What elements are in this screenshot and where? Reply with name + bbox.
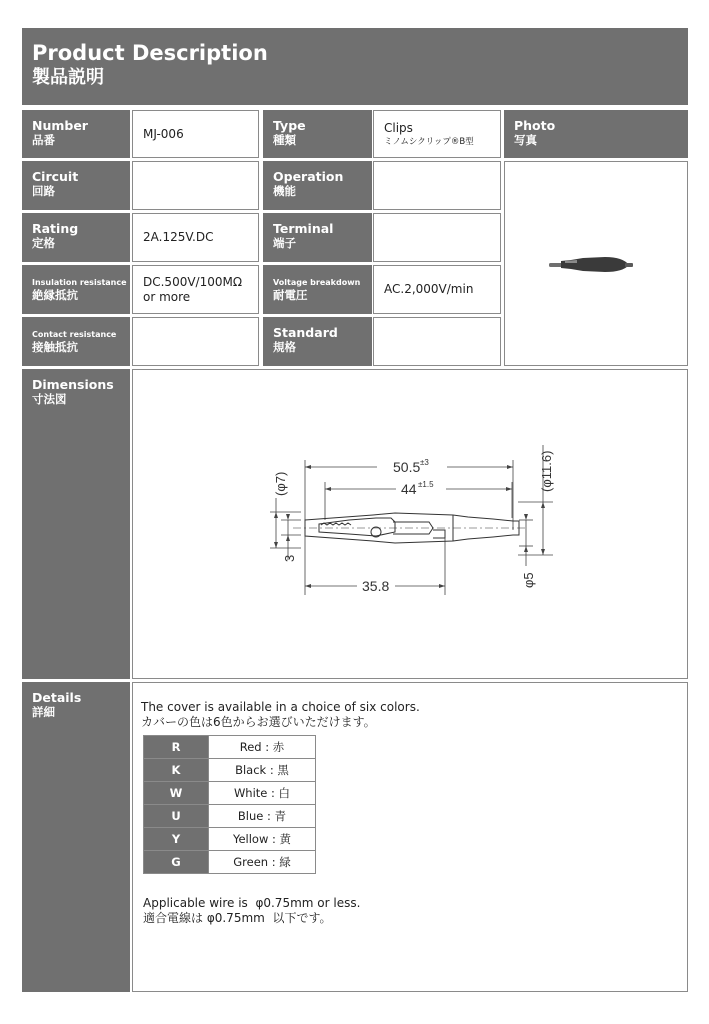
number-value: MJ-006 bbox=[132, 110, 259, 158]
rating-value: 2A.125V.DC bbox=[132, 213, 259, 262]
details-wire-en: Applicable wire is φ0.75mm or less. bbox=[143, 896, 361, 910]
number-label: Number 品番 bbox=[22, 110, 130, 158]
standard-value bbox=[373, 317, 501, 366]
details-label: Details 詳細 bbox=[22, 682, 130, 992]
dim-phi5: φ5 bbox=[521, 572, 536, 588]
rating-label: Rating 定格 bbox=[22, 213, 130, 262]
contact-value bbox=[132, 317, 259, 366]
voltage-value: AC.2,000V/min bbox=[373, 265, 501, 314]
dimensions-label: Dimensions 寸法図 bbox=[22, 369, 130, 679]
table-row: U Blue : 青 bbox=[144, 805, 316, 828]
terminal-value bbox=[373, 213, 501, 262]
insulation-value: DC.500V/100MΩ or more bbox=[132, 265, 259, 314]
details-intro-jp: カバーの色は6色からお選びいただけます。 bbox=[141, 715, 376, 729]
page-title-en: Product Description bbox=[32, 41, 268, 65]
table-row: K Black : 黒 bbox=[144, 759, 316, 782]
page-title-jp: 製品説明 bbox=[32, 67, 104, 88]
standard-label: Standard 規格 bbox=[263, 317, 372, 366]
circuit-value bbox=[132, 161, 259, 210]
contact-label: Contact resistance 接触抵抗 bbox=[22, 317, 130, 366]
page-header bbox=[22, 28, 688, 105]
dimensions-panel bbox=[132, 369, 688, 679]
dim-bottom: 35.8 bbox=[362, 578, 390, 594]
photo-label: Photo 写真 bbox=[504, 110, 688, 158]
dim-three: 3 bbox=[282, 554, 297, 562]
terminal-label: Terminal 端子 bbox=[263, 213, 372, 262]
details-wire-jp: 適合電線は φ0.75mm 以下です。 bbox=[143, 911, 332, 925]
dim-overall-tol: ±3 bbox=[420, 458, 429, 467]
dim-inner-tol: ±1.5 bbox=[418, 480, 434, 489]
table-row: W White : 白 bbox=[144, 782, 316, 805]
table-row: G Green : 緑 bbox=[144, 851, 316, 874]
table-row: Y Yellow : 黄 bbox=[144, 828, 316, 851]
dim-phi11: (φ11.6) bbox=[539, 450, 554, 492]
color-table bbox=[143, 735, 316, 874]
type-label: Type 種類 bbox=[263, 110, 372, 158]
clip-photo bbox=[505, 162, 687, 365]
details-intro-en: The cover is available in a choice of six colors. bbox=[141, 700, 420, 714]
circuit-label: Circuit 回路 bbox=[22, 161, 130, 210]
dim-phi7: (φ7) bbox=[273, 471, 288, 496]
type-value: Clips ミノムシクリップ®B型 bbox=[373, 110, 501, 158]
operation-value bbox=[373, 161, 501, 210]
voltage-label: Voltage breakdown 耐電圧 bbox=[263, 265, 372, 314]
dimension-drawing bbox=[133, 370, 687, 678]
photo-panel bbox=[504, 161, 688, 366]
dim-inner: 44 bbox=[401, 481, 417, 497]
dim-overall: 50.5 bbox=[393, 459, 421, 475]
insulation-label: Insulation resistance 絶縁抵抗 bbox=[22, 265, 130, 314]
details-panel bbox=[132, 682, 688, 992]
operation-label: Operation 機能 bbox=[263, 161, 372, 210]
table-row: R Red : 赤 bbox=[144, 736, 316, 759]
